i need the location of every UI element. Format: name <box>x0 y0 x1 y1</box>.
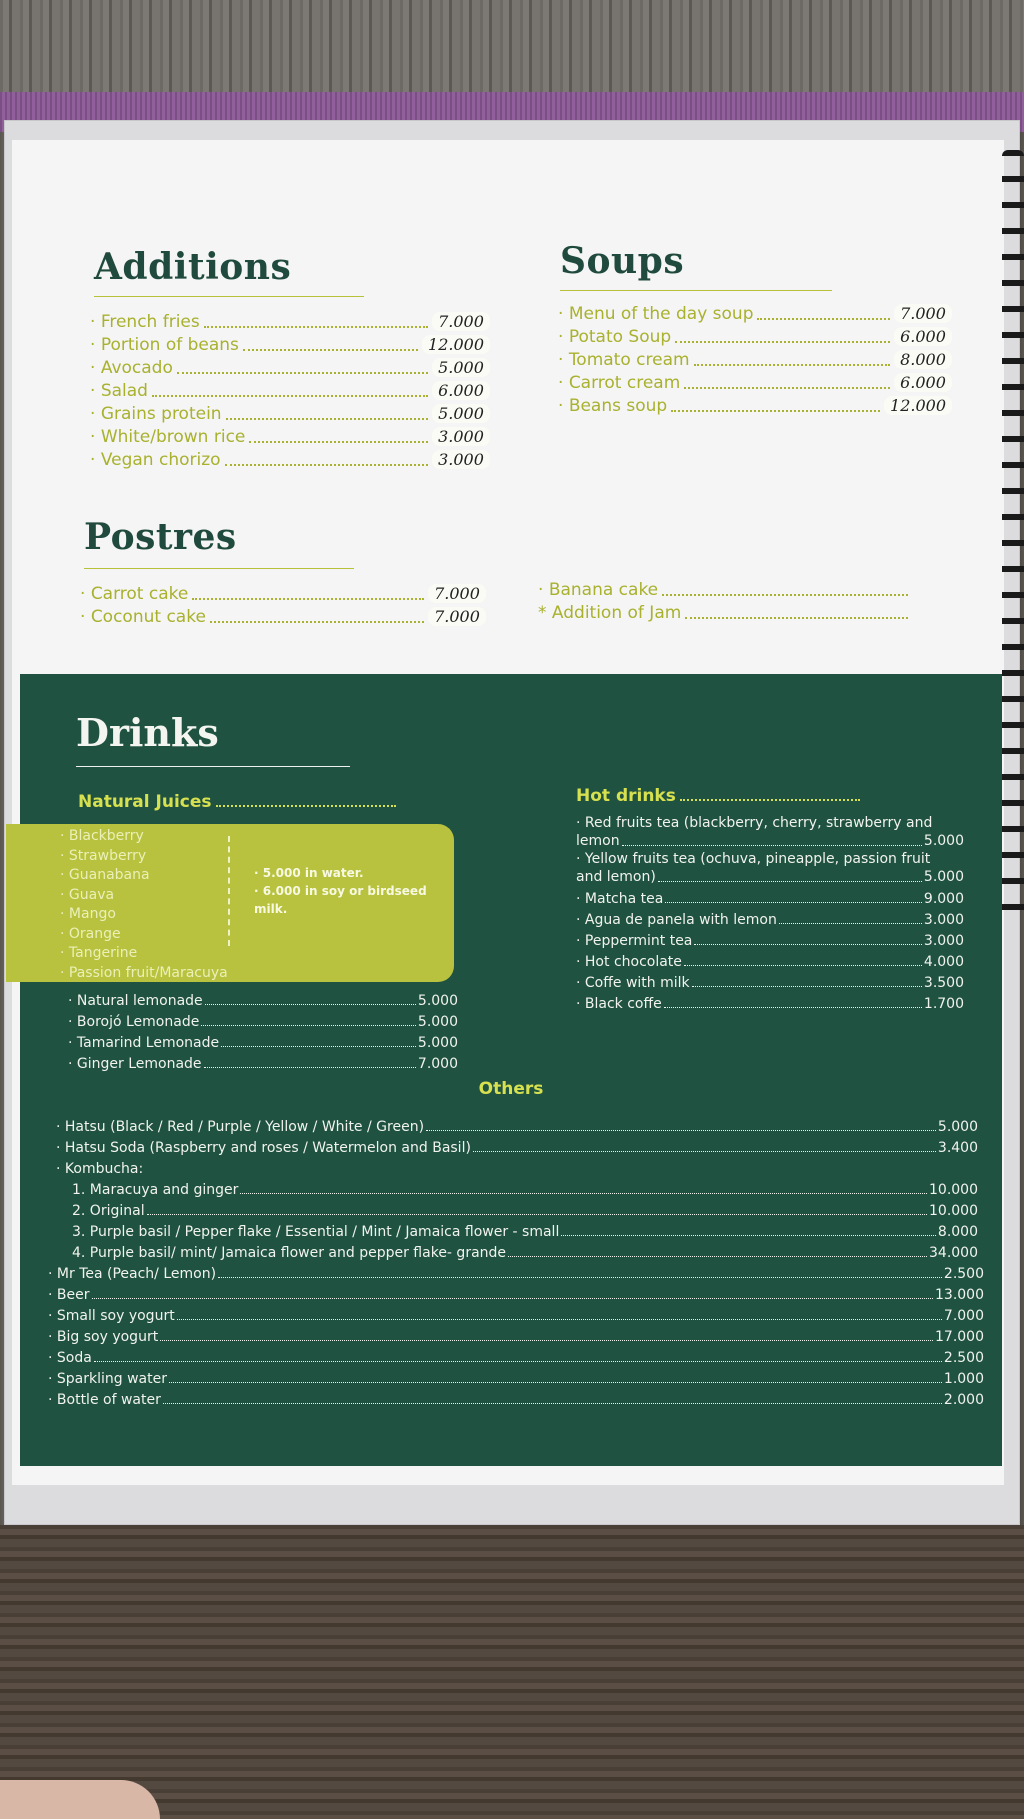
list-item: · Bottle of water 2.000 <box>48 1387 984 1408</box>
menu-page <box>12 140 1004 1485</box>
kombucha-list <box>72 1177 978 1261</box>
juice-price-note: · 5.000 in water. · 6.000 in soy or birdseed milk. <box>254 866 427 916</box>
list-item: · Coconut cake 7.000 <box>80 605 486 628</box>
list-item: 4. Purple basil/ mint/ Jamaica flower and pepper flake- grande 34.000 <box>72 1245 978 1261</box>
list-item: · Avocado 5.000 <box>90 356 490 379</box>
handwritten-price: 7.000 <box>894 304 952 323</box>
handwritten-price: 12.000 <box>422 335 490 354</box>
list-item: · Potato Soup 6.000 <box>558 325 952 348</box>
soups-list <box>558 302 952 417</box>
list-item: · Hatsu (Black / Red / Purple / Yellow / White / Green) 5.000 <box>56 1114 978 1135</box>
list-item: · Tomato cream 8.000 <box>558 348 952 371</box>
list-item: · Ginger Lemonade 7.000 <box>68 1051 458 1072</box>
spiral-binding <box>1002 150 1024 930</box>
additions-rule <box>94 296 364 297</box>
list-item: · Portion of beans 12.000 <box>90 333 490 356</box>
list-item: · White/brown rice 3.000 <box>90 425 490 448</box>
handwritten-price: 6.000 <box>432 381 490 400</box>
finger <box>0 1780 160 1819</box>
list-item: · Hatsu Soda (Raspberry and roses / Watermelon and Basil) 3.400 <box>56 1135 978 1156</box>
list-item: · Coffe with milk 3.500 <box>576 970 964 991</box>
handwritten-price: 5.000 <box>432 358 490 377</box>
list-item: · Yellow fruits tea (ochuva, pineapple, passion fruit and lemon) 5.000 <box>576 850 964 886</box>
list-item: · Carrot cream 6.000 <box>558 371 952 394</box>
hot-drinks-title: Hot drinks <box>576 786 860 806</box>
postres-rule <box>84 568 354 569</box>
list-item: · Tamarind Lemonade 5.000 <box>68 1030 458 1051</box>
postres-list-right <box>538 578 970 624</box>
list-item: · Guava <box>60 887 228 907</box>
list-item: · Big soy yogurt 17.000 <box>48 1324 984 1345</box>
soups-title: Soups <box>560 240 685 282</box>
juice-flavor-list <box>60 828 228 984</box>
list-item: · Blackberry <box>60 828 228 848</box>
list-item: · Hot chocolate 4.000 <box>576 949 964 970</box>
list-item: · Passion fruit/Maracuya <box>60 965 228 985</box>
list-item: · Black coffe 1.700 <box>576 991 964 1012</box>
handwritten-price: 5.000 <box>432 404 490 423</box>
list-item: 1. Maracuya and ginger 10.000 <box>72 1182 978 1198</box>
list-item: · Strawberry <box>60 848 228 868</box>
list-item: · Borojó Lemonade 5.000 <box>68 1009 458 1030</box>
natural-juices-title: Natural Juices <box>78 792 396 812</box>
wood-table-bottom <box>0 1525 1024 1819</box>
additions-title: Additions <box>94 246 292 288</box>
handwritten-price: 3.000 <box>432 450 490 469</box>
additions-list <box>90 310 490 471</box>
handwritten-price: 8.000 <box>894 350 952 369</box>
postres-title: Postres <box>84 516 237 558</box>
list-item: · Mango <box>60 906 228 926</box>
list-item: 3. Purple basil / Pepper flake / Essential / Mint / Jamaica flower - small 8.000 <box>72 1224 978 1240</box>
list-item: 2. Original 10.000 <box>72 1203 978 1219</box>
list-item: · Menu of the day soup 7.000 <box>558 302 952 325</box>
list-item: · Agua de panela with lemon 3.000 <box>576 907 964 928</box>
list-item: · French fries 7.000 <box>90 310 490 333</box>
handwritten-price: 3.000 <box>432 427 490 446</box>
drinks-panel <box>20 674 1002 1466</box>
juice-flavors-box <box>6 824 454 982</box>
soups-rule <box>560 290 832 291</box>
list-item: · Red fruits tea (blackberry, cherry, strawberry and lemon 5.000 <box>576 814 964 850</box>
handwritten-price: 7.000 <box>432 312 490 331</box>
list-item: · Guanabana <box>60 867 228 887</box>
list-item: · Soda 2.500 <box>48 1345 984 1366</box>
drinks-title: Drinks <box>76 710 219 755</box>
list-item: · Matcha tea 9.000 <box>576 886 964 907</box>
list-item: · Small soy yogurt 7.000 <box>48 1303 984 1324</box>
list-item: · Orange <box>60 926 228 946</box>
others-rest-list <box>48 1261 984 1408</box>
list-item: · Beans soup 12.000 <box>558 394 952 417</box>
list-item: · Vegan chorizo 3.000 <box>90 448 490 471</box>
others-list <box>56 1114 978 1177</box>
dashed-separator <box>228 836 230 946</box>
list-item: · Tangerine <box>60 945 228 965</box>
list-item: · Mr Tea (Peach/ Lemon) 2.500 <box>48 1261 984 1282</box>
list-item: · Beer 13.000 <box>48 1282 984 1303</box>
list-item: · Natural lemonade 5.000 <box>68 988 458 1009</box>
handwritten-price: 6.000 <box>894 373 952 392</box>
lemonade-list <box>68 988 458 1072</box>
list-item: · Carrot cake 7.000 <box>80 582 486 605</box>
list-item: · Grains protein 5.000 <box>90 402 490 425</box>
list-item: * Addition of Jam <box>538 601 970 624</box>
handwritten-price: 12.000 <box>884 396 952 415</box>
others-title: Others <box>478 1079 544 1099</box>
postres-list-left <box>80 582 486 628</box>
list-item: · Banana cake <box>538 578 970 601</box>
handwritten-price: 7.000 <box>428 607 486 626</box>
list-item: · Sparkling water 1.000 <box>48 1366 984 1387</box>
drinks-rule <box>76 766 350 767</box>
list-item: · Peppermint tea 3.000 <box>576 928 964 949</box>
handwritten-price: 6.000 <box>894 327 952 346</box>
list-item: · Kombucha: <box>56 1156 978 1177</box>
list-item: · Salad 6.000 <box>90 379 490 402</box>
hot-drinks-list <box>576 814 964 1012</box>
handwritten-price: 7.000 <box>428 584 486 603</box>
